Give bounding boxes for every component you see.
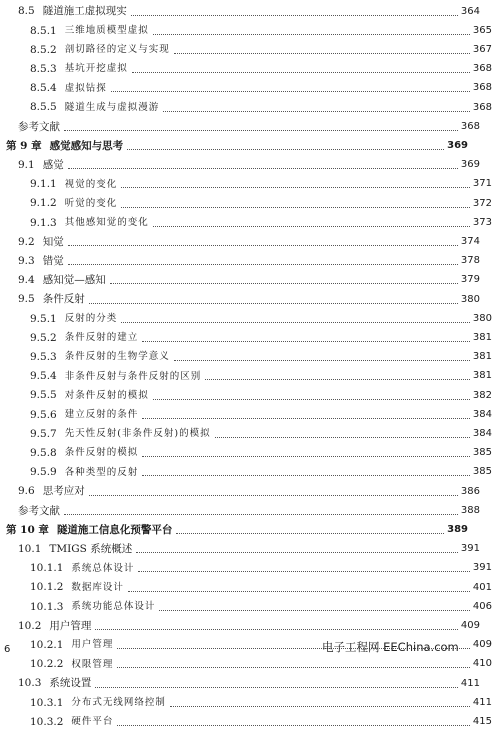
- toc-entry: [0, 482, 480, 501]
- toc-entry: [0, 578, 492, 597]
- toc-entry-title: 条件反射的建立: [64, 332, 139, 344]
- toc-entry: [0, 616, 480, 635]
- dot-leader: [205, 378, 470, 380]
- toc-entry-title: 用户管理: [71, 639, 114, 651]
- toc-entry: [0, 290, 480, 309]
- watermark: 电子工程网 EEChina.com: [322, 640, 459, 654]
- toc-entry-number: 9.5.4: [30, 370, 57, 383]
- toc-entry-number: 9.5.7: [30, 427, 57, 440]
- toc-entry-number: 9.1: [18, 158, 35, 171]
- toc-entry-title: 隧道施工信息化预警平台: [56, 523, 173, 536]
- toc-entry-number: 10.3.2: [30, 715, 64, 728]
- dot-leader: [153, 33, 470, 35]
- dot-leader: [138, 570, 469, 572]
- dot-leader: [163, 110, 470, 112]
- toc-entry-title: 剖切路径的定义与实现: [64, 44, 170, 56]
- toc-entry: [0, 444, 492, 463]
- toc-entry-page: 391: [460, 543, 480, 555]
- toc-entry: [0, 156, 480, 175]
- toc-entry-page: 411: [472, 696, 492, 708]
- toc-entry-page: 409: [472, 639, 492, 651]
- toc-entry-title: 非条件反射与条件反射的区别: [64, 370, 202, 382]
- toc-entry-number: 9.5.5: [30, 389, 57, 402]
- toc-entry-title: 系统总体设计: [71, 562, 135, 574]
- dot-leader: [95, 686, 458, 688]
- toc-entry-title: 条件反射的生物学意义: [64, 351, 170, 363]
- toc-entry: [0, 559, 492, 578]
- dot-leader: [131, 14, 458, 16]
- toc-entry-page: 364: [460, 5, 480, 17]
- toc-entry-title: 对条件反射的模拟: [64, 389, 149, 401]
- dot-leader: [132, 71, 470, 73]
- page-number: 6: [4, 644, 11, 655]
- dot-leader: [142, 417, 470, 419]
- toc-entry-title: 条件反射: [42, 293, 85, 306]
- toc-entry: [0, 271, 480, 290]
- dot-leader: [170, 705, 470, 707]
- toc-entry-page: 365: [472, 24, 492, 36]
- dot-leader: [159, 609, 469, 611]
- toc-entry-number: 10.2.2: [30, 658, 64, 671]
- dot-leader: [174, 359, 470, 361]
- toc-entry-page: 368: [472, 101, 492, 113]
- toc-entry-number: 10.3.1: [30, 696, 64, 709]
- toc-entry-number: 第 10 章: [6, 523, 49, 536]
- toc-entry-title: 权限管理: [71, 658, 114, 670]
- dot-leader: [142, 455, 470, 457]
- dot-leader: [121, 321, 470, 323]
- dot-leader: [68, 244, 458, 246]
- toc-entry: [0, 348, 492, 367]
- toc-entry-title: 视觉的变化: [64, 178, 118, 190]
- dot-leader: [89, 302, 458, 304]
- toc-entry-page: 381: [472, 370, 492, 382]
- dot-leader: [176, 532, 444, 534]
- toc-entry: [0, 693, 492, 712]
- toc-entry-number: 9.5: [18, 293, 35, 306]
- toc-entry-page: 384: [472, 408, 492, 420]
- toc-entry-page: 384: [472, 427, 492, 439]
- toc-entry-page: 385: [472, 466, 492, 478]
- toc-entry: [0, 194, 492, 213]
- dot-leader: [127, 148, 444, 150]
- toc-entry: [0, 79, 492, 98]
- toc-entry-number: 第 9 章: [6, 139, 42, 152]
- toc-entry-title: 建立反射的条件: [64, 409, 139, 421]
- toc-entry-page: 381: [472, 331, 492, 343]
- toc-entry-page: 374: [460, 235, 480, 247]
- toc-entry-title: 思考应对: [42, 485, 85, 498]
- toc-entry-number: 9.1.3: [30, 216, 57, 229]
- dot-leader: [153, 398, 470, 400]
- dot-leader: [128, 590, 470, 592]
- toc-entry-number: 10.2.1: [30, 638, 64, 651]
- toc-entry-title: 分布式无线网络控制: [71, 697, 166, 709]
- dot-leader: [117, 666, 469, 668]
- toc-chapter-entry: [0, 520, 468, 539]
- toc-entry-page: 388: [460, 504, 480, 516]
- toc-entry-number: 10.1.1: [30, 562, 64, 575]
- toc-entry: [0, 655, 492, 674]
- toc-entry-title: 虚拟钻探: [64, 82, 107, 94]
- toc-entry-page: 368: [472, 63, 492, 75]
- toc-entry-page: 378: [460, 255, 480, 267]
- toc-entry-title: 先天性反射(非条件反射)的模拟: [64, 428, 211, 440]
- toc-entry-page: 406: [472, 600, 492, 612]
- toc-entry-title: 知觉: [42, 235, 64, 248]
- toc-entry-page: 411: [460, 677, 480, 689]
- toc-entry-number: 8.5.3: [30, 62, 57, 75]
- toc-entry: [0, 597, 492, 616]
- toc-entry-page: 368: [472, 82, 492, 94]
- toc-entry-number: 8.5.2: [30, 43, 57, 56]
- toc-entry-title: TMIGS 系统概述: [49, 542, 133, 555]
- toc-entry-title: 错觉: [42, 254, 64, 267]
- toc-entry-title: 系统设置: [49, 677, 92, 690]
- toc-entry: [0, 424, 492, 443]
- toc-entry-number: 10.2: [18, 619, 42, 632]
- toc-entry: [0, 252, 480, 271]
- toc-entry-title: 其他感知觉的变化: [64, 217, 149, 229]
- toc-entry-title: 三维地质模型虚拟: [64, 25, 149, 37]
- toc-entry-number: 8.5.1: [30, 24, 57, 37]
- toc-entry-page: 409: [460, 619, 480, 631]
- toc-entry-title: 系统功能总体设计: [71, 601, 156, 613]
- toc-entry-page: 382: [472, 389, 492, 401]
- dot-leader: [215, 436, 470, 438]
- toc-entry-number: 8.5.5: [30, 101, 57, 114]
- toc-entry: [0, 367, 492, 386]
- toc-entry-title: 硬件平台: [71, 716, 114, 728]
- toc-entry-number: 9.6: [18, 485, 35, 498]
- toc-entry-page: 381: [472, 351, 492, 363]
- toc-entry-number: 9.5.8: [30, 446, 57, 459]
- dot-leader: [121, 186, 470, 188]
- toc-entry-number: 10.1.2: [30, 581, 64, 594]
- toc-entry-title: 听觉的变化: [64, 197, 118, 209]
- toc-references-entry: [0, 501, 480, 520]
- toc-entry-page: 369: [460, 159, 480, 171]
- toc-entry-title: 用户管理: [49, 619, 92, 632]
- toc-entry: [0, 712, 492, 731]
- dot-leader: [142, 340, 470, 342]
- toc-entry-page: 367: [472, 43, 492, 55]
- toc-entry-title: 隧道生成与虚拟漫游: [64, 101, 160, 113]
- toc-entry-page: 391: [472, 562, 492, 574]
- toc-entry: [0, 674, 480, 693]
- toc-entry-number: 9.5.3: [30, 350, 57, 363]
- dot-leader: [68, 167, 458, 169]
- toc-entry-page: 410: [472, 658, 492, 670]
- toc-entry-page: 415: [472, 715, 492, 727]
- toc-entry: [0, 328, 492, 347]
- dot-leader: [142, 474, 470, 476]
- toc-entry-page: 401: [472, 581, 492, 593]
- toc-entry-page: 368: [460, 120, 480, 132]
- dot-leader: [174, 52, 470, 54]
- dot-leader: [68, 263, 458, 265]
- toc-entry-title: 感觉感知与思考: [49, 139, 124, 152]
- toc-entry: [0, 21, 492, 40]
- toc-chapter-entry: [0, 136, 468, 155]
- toc-entry-number: 9.5.1: [30, 312, 57, 325]
- toc-entry-number: 9.1.2: [30, 197, 57, 210]
- toc-entry-page: 385: [472, 447, 492, 459]
- dot-leader: [153, 225, 470, 227]
- dot-leader: [110, 282, 458, 284]
- toc-entry-number: 9.4: [18, 274, 35, 287]
- toc-entry-page: 386: [460, 485, 480, 497]
- toc-entry: [0, 540, 480, 559]
- dot-leader: [117, 724, 469, 726]
- toc-entry-page: 371: [472, 178, 492, 190]
- toc-entry-title: 隧道施工虚拟现实: [42, 5, 127, 18]
- dot-leader: [64, 129, 458, 131]
- toc-entry-page: 373: [472, 216, 492, 228]
- toc-entry-number: 10.1.3: [30, 600, 64, 613]
- toc-entry: [0, 232, 480, 251]
- toc-entry: [0, 175, 492, 194]
- toc-entry-number: 9.5.6: [30, 408, 57, 421]
- toc-entry-title: 参考文献: [18, 120, 60, 133]
- toc-entry-page: 379: [460, 274, 480, 286]
- toc-entry-title: 数据库设计: [71, 581, 124, 593]
- toc-entry-title: 反射的分类: [64, 313, 118, 325]
- dot-leader: [111, 90, 470, 92]
- toc-entry-number: 9.3: [18, 254, 35, 267]
- dot-leader: [121, 206, 470, 208]
- toc-entry-page: 389: [447, 523, 468, 535]
- toc-entry: [0, 40, 492, 59]
- toc-entry-title: 基坑开挖虚拟: [64, 63, 128, 75]
- toc-entry-title: 感知觉—感知: [42, 274, 106, 287]
- dot-leader: [64, 513, 458, 515]
- toc-entry-number: 9.2: [18, 235, 35, 248]
- toc-entry: [0, 213, 492, 232]
- toc-entry: [0, 98, 492, 117]
- toc-entry: [0, 2, 480, 21]
- toc-entry-page: 380: [460, 293, 480, 305]
- toc-entry: [0, 386, 492, 405]
- toc-entry-page: 380: [472, 312, 492, 324]
- toc-entry-page: 372: [472, 197, 492, 209]
- toc-entry-page: 369: [447, 139, 468, 151]
- toc-entry: [0, 60, 492, 79]
- toc-entry-number: 9.5.9: [30, 466, 57, 479]
- toc-entry-number: 9.5.2: [30, 331, 57, 344]
- toc-entry: [0, 463, 492, 482]
- dot-leader: [136, 551, 458, 553]
- toc-entry-number: 8.5: [18, 5, 35, 18]
- toc-entry-title: 各种类型的反射: [64, 466, 139, 478]
- toc-entry-number: 8.5.4: [30, 82, 57, 95]
- toc-entry-number: 9.1.1: [30, 178, 57, 191]
- toc-entry: [0, 405, 492, 424]
- dot-leader: [95, 628, 458, 630]
- toc-entry: [0, 309, 492, 328]
- toc-entry-number: 10.1: [18, 542, 42, 555]
- toc-references-entry: [0, 117, 480, 136]
- toc-entry-number: 10.3: [18, 677, 42, 690]
- toc-entry-title: 参考文献: [18, 504, 60, 517]
- dot-leader: [89, 494, 458, 496]
- toc-entry-title: 条件反射的模拟: [64, 447, 139, 459]
- toc-entry-title: 感觉: [42, 158, 64, 171]
